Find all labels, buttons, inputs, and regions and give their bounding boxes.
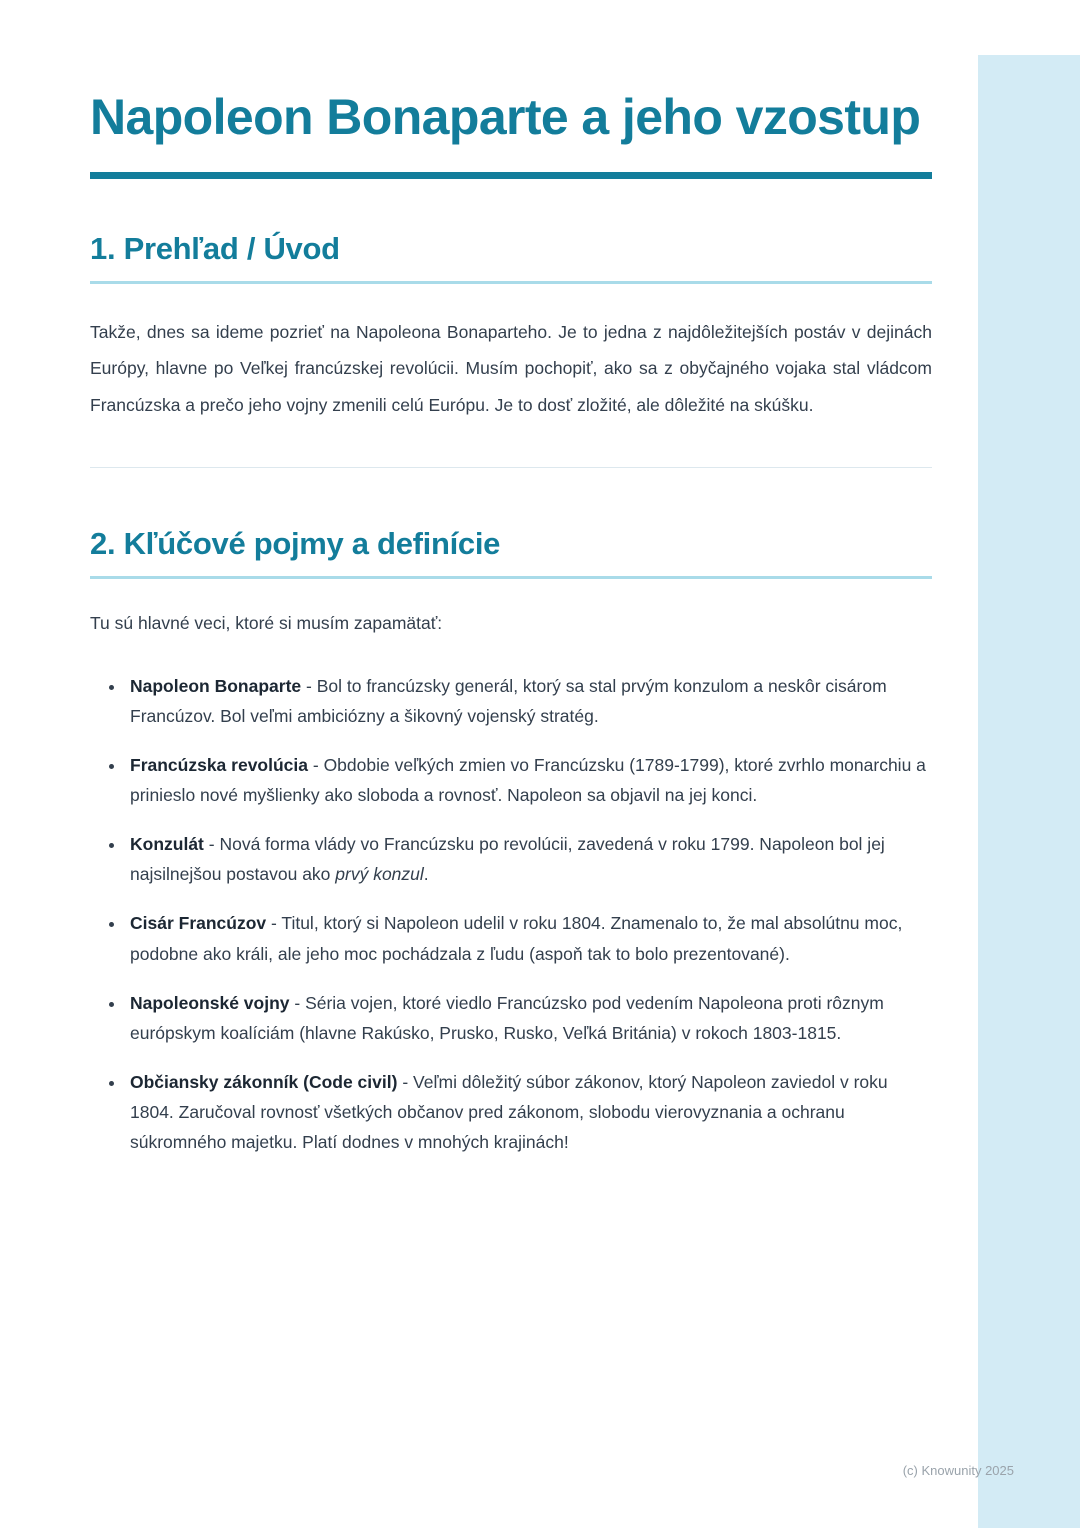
section-key-terms [90,526,932,1157]
term-italic: prvý konzul [335,864,424,885]
term-label: Napoleonské vojny [130,992,290,1013]
section-divider [90,467,932,468]
list-item [126,829,932,889]
list-item [126,988,932,1048]
side-accent-strip [978,55,1080,1528]
term-description: - Obdobie veľkých zmien vo Francúzsku (1789-1799), ktoré zvrhlo monarchiu a prinieslo nové myšlienky ako sloboda a rovnosť. Napoleon sa objavil na jej konci. [130,755,926,806]
term-description: - Bol to francúzsky generál, ktorý sa stal prvým konzulom a neskôr cisárom Francúzov. Bol veľmi ambiciózny a šikovný vojenský stratég. [130,675,887,727]
term-label: Občiansky zákonník (Code civil) [130,1071,398,1092]
section-1-heading: 1. Prehľad / Úvod [90,231,932,284]
footer-credit: (c) Knowunity 2025 [902,1463,1014,1478]
term-description: - Titul, ktorý si Napoleon udelil v roku 1804. Znamenalo to, že mal absolútnu moc, podobne ako králi, ale jeho moc pochádzala z ľudu (aspoň tak to bolo prezentované). [130,913,903,964]
term-label: Konzulát [130,834,204,855]
document-title: Napoleon Bonaparte a jeho vzostup [90,89,921,145]
section-1-paragraph: Takže, dnes sa ideme pozrieť na Napoleona Bonaparteho. Je to jedna z najdôležitejších postáv v dejinách Európy, hlavne po Veľkej francúzskej revolúcii. Musím pochopiť, ako sa z obyčajného vojaka stal vládcom Francúzska a prečo jeho vojny zmenili celú Európu. Je to dosť zložité, ale dôležité na skúšku. [90,322,932,415]
document-content [90,88,932,1176]
list-item [126,908,932,968]
term-label: Francúzska revolúcia [130,755,308,776]
list-item [126,1067,932,1157]
term-description: - Séria vojen, ktoré viedlo Francúzsko pod vedením Napoleona proti rôznym európskym koalíciám (hlavne Rakúsko, Prusko, Rusko, Veľká Británia) v rokoch 1803-1815. [130,992,884,1043]
term-label: Napoleon Bonaparte [130,675,302,696]
section-overview [90,231,932,423]
key-terms-list [90,671,932,1157]
term-tail: . [423,864,429,885]
term-label: Cisár Francúzov [130,913,267,934]
term-description: - Veľmi dôležitý súbor zákonov, ktorý Napoleon zaviedol v roku 1804. Zaručoval rovnosť všetkých občanov pred zákonom, slobodu vierovyznania a ochranu súkromného majetku. Platí dodnes v mnohých krajinách! [130,1071,888,1153]
term-description: - Nová forma vlády vo Francúzsku po revolúcii, zavedená v roku 1799. Napoleon bol jej najsilnejšou postavou ako [130,834,885,885]
list-item [126,750,932,810]
title-rule-divider [90,172,932,179]
section-2-heading: 2. Kľúčové pojmy a definície [90,526,932,579]
section-2-intro: Tu sú hlavné veci, ktoré si musím zapamätať: [90,613,443,634]
list-item [126,671,932,731]
